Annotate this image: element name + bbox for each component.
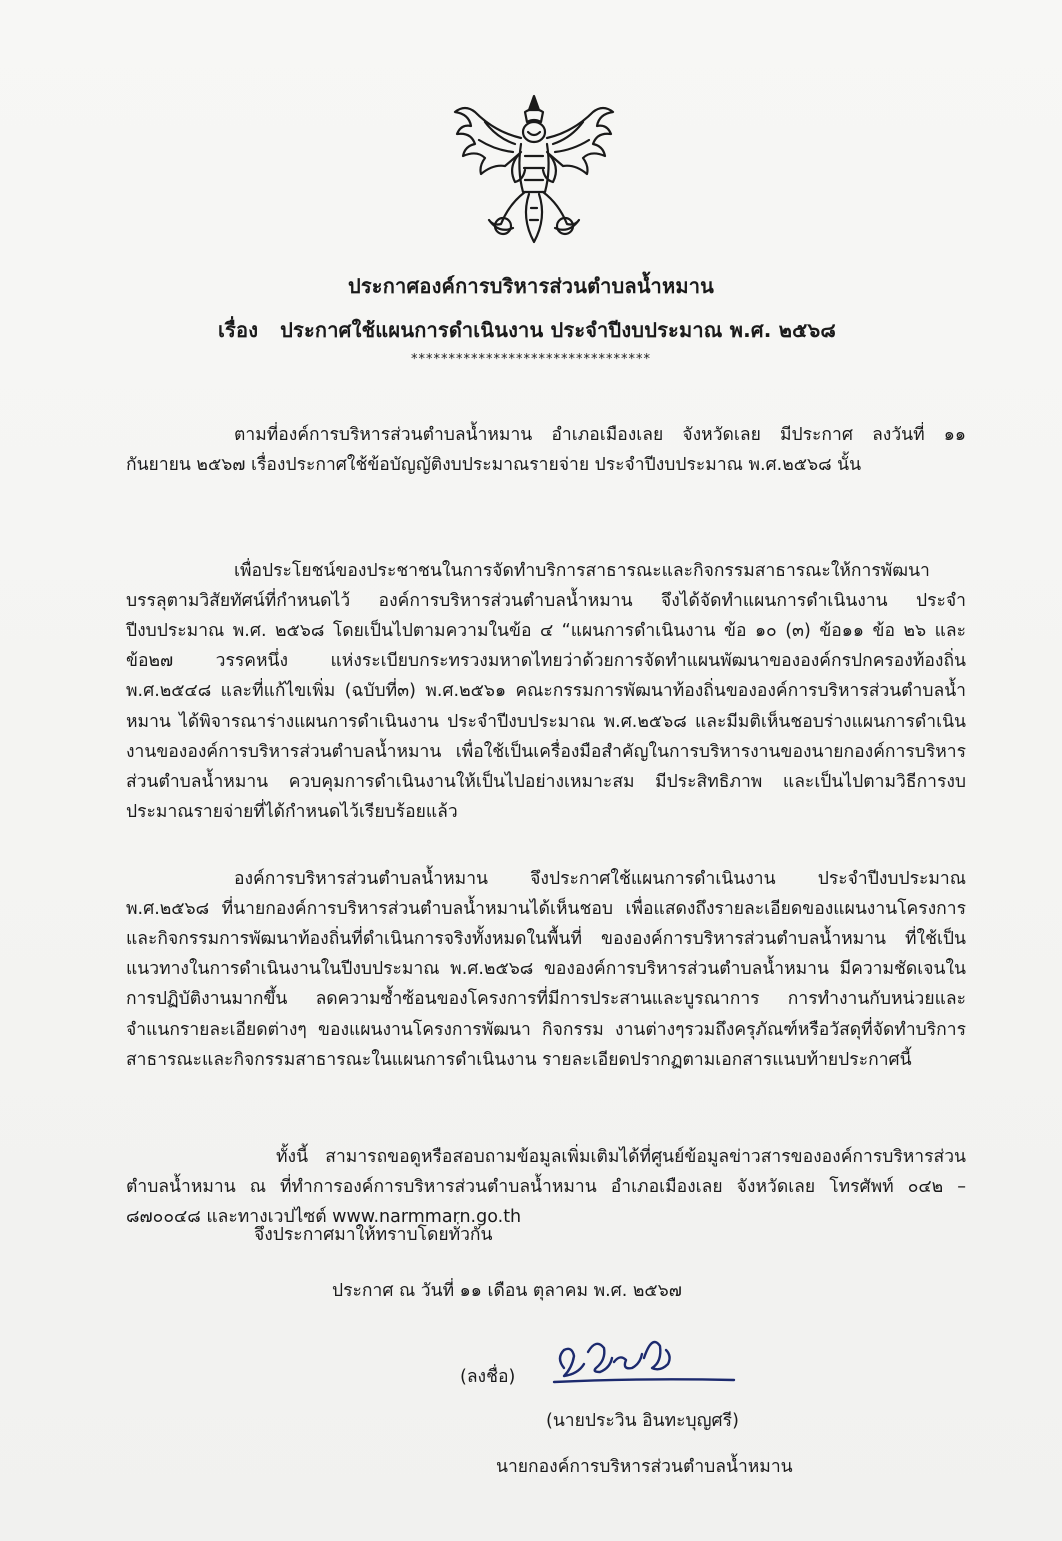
subject-label: เรื่อง bbox=[218, 318, 259, 342]
signed-label: (ลงชื่อ) bbox=[460, 1367, 516, 1387]
body-paragraph-2: เพื่อประโยชน์ของประชาชนในการจัดทำบริการสาธารณะและกิจกรรมสาธารณะให้การพัฒนาบรรลุตามวิสัยทัศน์ที่กำหนดไว้ องค์การบริหารส่วนตำบลน้ำหมาน จึงได้จัดทำแผนการดำเนินงาน ประจำปีงบประมาณ พ.ศ. ๒๕๖๘ โดยเป็นไปตามความในข้อ ๔ “แผนการดำเนินงาน ข้อ ๑๐ (๓) ข้อ๑๑ ข้อ ๒๖ และข้อ๒๗ วรรคหนึ่ง แห่งระเบียบกระทรวงมหาดไทยว่าด้วยการจัดทำแผนพัฒนาขององค์กรปกครองท้องถิ่น พ.ศ.๒๕๔๘ และที่แก้ไขเพิ่ม (ฉบับที่๓) พ.ศ.๒๕๖๑ คณะกรรมการพัฒนาท้องถิ่นขององค์การบริหารส่วนตำบลน้ำหมาน ได้พิจารณาร่างแผนการดำเนินงาน ประจำปีงบประมาณ พ.ศ.๒๕๖๘ และมีมติเห็นชอบร่างแผนการดำเนินงานขององค์การบริหารส่วนตำบลน้ำหมาน เพื่อใช้เป็นเครื่องมือสำคัญในการบริหารงานของนายกองค์การบริหารส่วนตำบลน้ำหมาน ควบคุมการดำเนินงานให้เป็นไปอย่างเหมาะสม มีประสิทธิภาพ และเป็นไปตามวิธีการงบประมาณรายจ่ายที่ได้กำหนดไว้เรียบร้อยแล้ว bbox=[126, 560, 966, 823]
body-paragraph-3: องค์การบริหารส่วนตำบลน้ำหมาน จึงประกาศใช้แผนการดำเนินงาน ประจำปีงบประมาณ พ.ศ.๒๕๖๘ ที่นายกองค์การบริหารส่วนตำบลน้ำหมานได้เห็นชอบ เพื่อแสดงถึงรายละเอียดของแผนงานโครงการและกิจกรรมการพัฒนาท้องถิ่นที่ดำเนินการจริงทั้งหมดในพื้นที่ ขององค์การบริหารส่วนตำบลน้ำหมาน ที่ใช้เป็นแนวทางในการดำเนินงานในปีงบประมาณ พ.ศ.๒๕๖๘ ขององค์การบริหารส่วนตำบลน้ำหมาน มีความชัดเจนในการปฏิบัติงานมากขึ้น ลดความซ้ำซ้อนของโครงการที่มีการประสานและบูรณาการ การทำงานกับหน่วยและจำแนกรายละเอียดต่างๆ ของแผนงานโครงการพัฒนา กิจกรรม งานต่างๆรวมถึงครุภัณฑ์หรือวัสดุที่จัดทำบริการสาธารณะและกิจกรรมสาธารณะในแผนการดำเนินงาน รายละเอียดปรากฏตามเอกสารแนบท้ายประกาศนี้ bbox=[126, 868, 966, 1070]
announcement-title: ประกาศองค์การบริหารส่วนตำบลน้ำหมาน bbox=[347, 274, 715, 298]
subject-text: ประกาศใช้แผนการดำเนินงาน ประจำปีงบประมาณ พ.ศ. ๒๕๖๘ bbox=[280, 318, 836, 342]
announcement-date: ประกาศ ณ วันที่ ๑๑ เดือน ตุลาคม พ.ศ. ๒๕๖๗ bbox=[332, 1281, 682, 1301]
body-paragraph-1: ตามที่องค์การบริหารส่วนตำบลน้ำหมาน อำเภอเมืองเลย จังหวัดเลย มีประกาศ ลงวันที่ ๑๑ กันยายน ๒๕๖๗ เรื่องประกาศใช้ข้อบัญญัติงบประมาณรายจ่าย ประจำปีงบประมาณ พ.ศ.๒๕๖๘ นั้น bbox=[126, 424, 966, 475]
signer-name: (นายประวิน อินทะบุญศรี) bbox=[546, 1411, 739, 1431]
title-divider: ******************************** bbox=[411, 352, 651, 367]
signer-position: นายกองค์การบริหารส่วนตำบลน้ำหมาน bbox=[496, 1457, 793, 1477]
garuda-emblem-icon bbox=[445, 92, 623, 250]
announcement-subject bbox=[218, 314, 878, 346]
closing-statement: จึงประกาศมาให้ทราบโดยทั่วกัน bbox=[254, 1225, 493, 1245]
handwritten-signature bbox=[548, 1328, 738, 1388]
body-paragraph-4: ทั้งนี้ สามารถขอดูหรือสอบถามข้อมูลเพิ่มเติมได้ที่ศูนย์ข้อมูลข่าวสารขององค์การบริหารส่วนตำบลน้ำหมาน ณ ที่ทำการองค์การบริหารส่วนตำบลน้ำหมาน อำเภอเมืองเลย จังหวัดเลย โทรศัพท์ ๐๔๒ – ๘๗๐๐๔๘ และทางเวปไซต์ www.narmmarn.go.th bbox=[126, 1146, 966, 1227]
